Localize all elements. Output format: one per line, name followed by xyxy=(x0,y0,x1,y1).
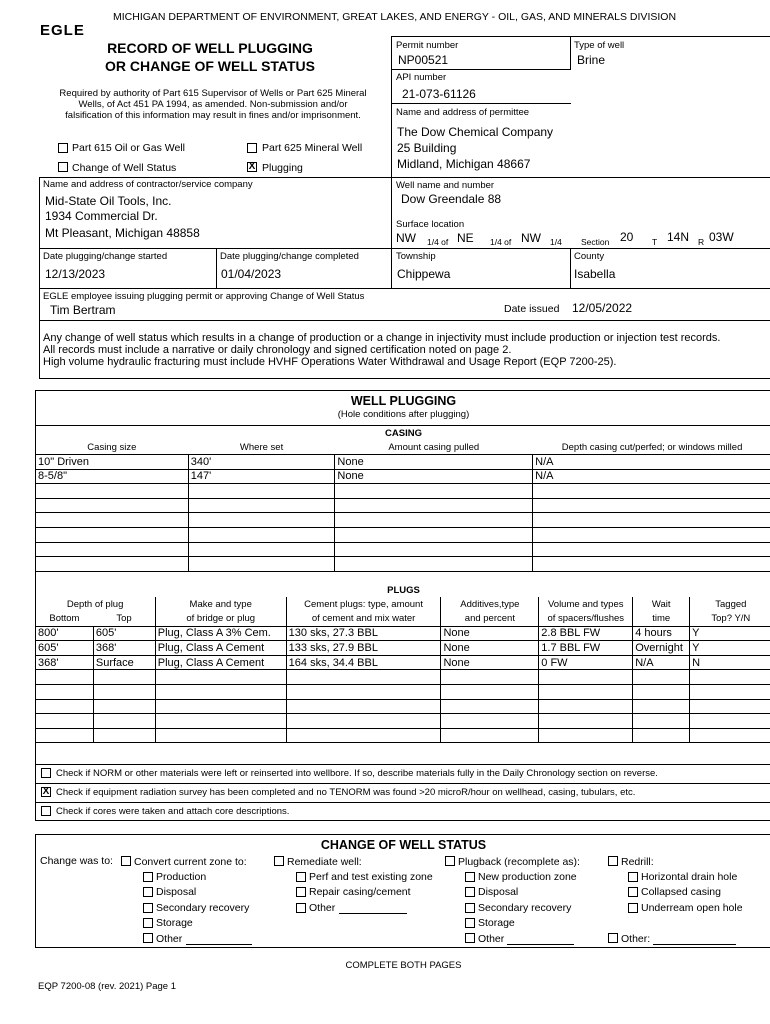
plug-header: of cement and mix water xyxy=(286,612,441,627)
remediate-repair-label: Repair casing/cement xyxy=(309,886,411,898)
redrill-other-label: Other: xyxy=(621,933,651,945)
casing-cell[interactable] xyxy=(188,542,335,557)
part625-checkbox[interactable] xyxy=(247,143,257,153)
part615-checkbox[interactable] xyxy=(58,143,68,153)
plugging-label: Plugging xyxy=(262,162,303,174)
part625-label: Part 625 Mineral Well xyxy=(262,142,363,154)
plug-cell[interactable] xyxy=(36,714,94,729)
county-field[interactable]: Isabella xyxy=(574,267,616,281)
table-row xyxy=(36,557,770,572)
casing-cell[interactable] xyxy=(335,542,533,557)
redrill-label: Redrill: xyxy=(621,856,654,868)
casing-cell[interactable]: N/A xyxy=(533,455,770,470)
casing-cell[interactable] xyxy=(36,528,189,543)
casing-cell[interactable] xyxy=(335,484,533,499)
plug-cell[interactable] xyxy=(155,699,286,714)
egle-logo: EGLE xyxy=(40,22,85,39)
plug-cell[interactable]: Plug, Class A 3% Cem. xyxy=(155,626,286,641)
remediate-other-checkbox[interactable] xyxy=(296,903,306,913)
plugback-label: Plugback (recomplete as): xyxy=(458,856,580,868)
plugs-table xyxy=(35,597,770,743)
plug-cell[interactable] xyxy=(441,714,539,729)
api-number-field[interactable]: 21-073-61126 xyxy=(402,87,476,101)
plug-cell[interactable]: N xyxy=(690,655,770,670)
plug-cell[interactable] xyxy=(539,714,633,729)
date-issued-field[interactable]: 12/05/2022 xyxy=(572,301,633,315)
plug-header: Make and type xyxy=(155,597,286,612)
plug-header: Additives,type xyxy=(441,597,539,612)
contractor-line2[interactable]: 1934 Commercial Dr. xyxy=(45,209,158,223)
plugback-disposal-label: Disposal xyxy=(478,886,519,898)
plug-cell[interactable] xyxy=(36,728,94,743)
plug-cell[interactable] xyxy=(539,699,633,714)
date-completed-label: Date plugging/change completed xyxy=(220,251,359,262)
plug-cell[interactable] xyxy=(539,685,633,700)
plug-cell[interactable]: Y xyxy=(690,626,770,641)
casing-header: Casing size xyxy=(87,441,137,453)
convert-production-checkbox[interactable] xyxy=(143,872,153,882)
casing-cell[interactable] xyxy=(533,484,770,499)
convert-storage-label: Storage xyxy=(156,917,193,929)
casing-cell[interactable] xyxy=(188,498,335,513)
date-started-label: Date plugging/change started xyxy=(43,251,168,262)
plugback-secondary-label: Secondary recovery xyxy=(478,902,572,914)
form-title-line1: RECORD OF WELL PLUGGING xyxy=(107,40,313,56)
table-row xyxy=(36,484,770,499)
casing-cell[interactable]: None xyxy=(335,455,533,470)
authority-line2: Wells, of Act 451 PA 1994, as amended. Non-submission and/or xyxy=(78,99,348,110)
table-row xyxy=(36,498,770,513)
radiation-label: Check if equipment radiation survey has been completed and no TENORM was found >20 microR/hour on wellhead, casing, tubulars, etc. xyxy=(56,787,636,798)
plug-cell[interactable]: 1.7 BBL FW xyxy=(539,641,633,656)
plug-header: Volume and types xyxy=(539,597,633,612)
api-number-label: API number xyxy=(396,72,447,83)
plug-cell[interactable] xyxy=(286,728,441,743)
plug-cell[interactable] xyxy=(36,699,94,714)
permittee-line1[interactable]: The Dow Chemical Company xyxy=(397,125,554,139)
plugs-header-row-top xyxy=(36,597,770,612)
casing-cell[interactable] xyxy=(533,513,770,528)
cores-checkbox[interactable] xyxy=(41,806,51,816)
plugs-title: PLUGS xyxy=(387,585,420,596)
note-line2: All records must include a narrative or daily chronology and signed certification noted on page 2. xyxy=(43,344,512,356)
casing-cell[interactable] xyxy=(36,513,189,528)
township-field[interactable]: Chippewa xyxy=(397,267,451,281)
plugback-storage-checkbox[interactable] xyxy=(465,918,475,928)
remediate-perf-label: Perf and test existing zone xyxy=(309,871,433,883)
redrill-collapsed-label: Collapsed casing xyxy=(641,886,721,898)
loc-q3[interactable]: NW xyxy=(521,231,541,245)
contractor-label: Name and address of contractor/service company xyxy=(43,179,253,190)
permit-number-label: Permit number xyxy=(396,40,459,51)
casing-cell[interactable] xyxy=(188,513,335,528)
date-issued-label: Date issued xyxy=(504,303,560,315)
convert-storage-checkbox[interactable] xyxy=(143,918,153,928)
plug-cell[interactable] xyxy=(93,685,155,700)
table-row xyxy=(36,728,770,743)
convert-disposal-checkbox[interactable] xyxy=(143,887,153,897)
casing-cell[interactable]: 147' xyxy=(188,469,335,484)
plug-cell[interactable]: 605' xyxy=(93,626,155,641)
casing-cell[interactable] xyxy=(335,528,533,543)
plug-cell[interactable] xyxy=(93,728,155,743)
section-field[interactable]: 20 xyxy=(620,230,634,244)
norm-label: Check if NORM or other materials were left or reinserted into wellbore. If so, describe materials fully in the Daily Chronology section on reverse. xyxy=(56,768,658,779)
plug-cell[interactable] xyxy=(441,670,539,685)
county-label: County xyxy=(574,251,605,262)
township-label: Township xyxy=(396,251,436,262)
plug-cell[interactable]: Surface xyxy=(93,655,155,670)
plug-header: time xyxy=(633,612,690,627)
plug-cell[interactable] xyxy=(690,728,770,743)
plugback-disposal-checkbox[interactable] xyxy=(465,887,475,897)
plug-cell[interactable]: 0 FW xyxy=(539,655,633,670)
plugs-header-row-bottom xyxy=(36,612,770,627)
authority-line3: falsification of this information may result in fines and/or imprisonment. xyxy=(65,110,361,121)
loc-of1: 1/4 of xyxy=(427,237,449,247)
table-row xyxy=(36,626,770,641)
convert-checkbox[interactable] xyxy=(121,856,131,866)
plug-cell[interactable] xyxy=(690,714,770,729)
casing-cell[interactable]: 340' xyxy=(188,455,335,470)
casing-cell[interactable]: None xyxy=(335,469,533,484)
plug-cell[interactable] xyxy=(93,714,155,729)
plug-cell[interactable]: 368' xyxy=(36,655,94,670)
date-started-field[interactable]: 12/13/2023 xyxy=(45,267,106,281)
convert-label: Convert current zone to: xyxy=(134,856,247,868)
plug-cell[interactable] xyxy=(36,670,94,685)
table-row xyxy=(36,699,770,714)
range-field[interactable]: 03W xyxy=(709,230,734,244)
plug-header: of bridge or plug xyxy=(155,612,286,627)
casing-title: CASING xyxy=(385,428,422,439)
norm-checkbox[interactable] xyxy=(41,768,51,778)
loc-q4: 1/4 xyxy=(550,237,562,247)
complete-both-pages: COMPLETE BOTH PAGES xyxy=(345,960,462,971)
plug-cell[interactable]: 2.8 BBL FW xyxy=(539,626,633,641)
township-number-field[interactable]: 14N xyxy=(667,230,690,244)
plug-cell[interactable] xyxy=(690,699,770,714)
plug-cell[interactable]: None xyxy=(441,655,539,670)
plug-cell[interactable] xyxy=(155,685,286,700)
convert-secondary-label: Secondary recovery xyxy=(156,902,250,914)
casing-cell[interactable] xyxy=(188,528,335,543)
casing-cell[interactable] xyxy=(335,557,533,572)
department-name: MICHIGAN DEPARTMENT OF ENVIRONMENT, GREAT LAKES, AND ENERGY - OIL, GAS, AND MINERALS DIVISION xyxy=(113,11,677,23)
change-status-label: Change of Well Status xyxy=(72,162,177,174)
plug-cell[interactable]: None xyxy=(441,641,539,656)
authority-line1: Required by authority of Part 615 Supervisor of Wells or Part 625 Mineral xyxy=(59,88,367,99)
redrill-underream-label: Underream open hole xyxy=(641,902,743,914)
form-id: EQP 7200-08 (rev. 2021) Page 1 xyxy=(38,981,177,992)
table-row xyxy=(36,513,770,528)
casing-cell[interactable] xyxy=(36,542,189,557)
plug-cell[interactable] xyxy=(93,699,155,714)
table-row xyxy=(36,655,770,670)
redrill-underream-checkbox[interactable] xyxy=(628,903,638,913)
loc-q1[interactable]: NW xyxy=(396,231,416,245)
type-of-well-label: Type of well xyxy=(574,40,625,51)
change-status-title: CHANGE OF WELL STATUS xyxy=(320,838,487,852)
radiation-checkbox[interactable]: X xyxy=(42,786,50,797)
casing-cell[interactable]: N/A xyxy=(533,469,770,484)
plug-header: Depth of plug xyxy=(66,598,124,610)
convert-disposal-label: Disposal xyxy=(156,886,197,898)
plug-header: of spacers/flushes xyxy=(539,612,633,627)
table-row xyxy=(36,542,770,557)
plug-cell[interactable]: 605' xyxy=(36,641,94,656)
loc-q2[interactable]: NE xyxy=(457,231,474,245)
plug-cell[interactable] xyxy=(633,685,690,700)
plugging-checkbox[interactable]: X xyxy=(248,161,256,172)
contractor-line1[interactable]: Mid-State Oil Tools, Inc. xyxy=(45,194,172,208)
plug-cell[interactable] xyxy=(155,728,286,743)
table-row xyxy=(36,685,770,700)
casing-cell[interactable] xyxy=(36,498,189,513)
type-of-well-field[interactable]: Brine xyxy=(577,53,606,67)
employee-label: EGLE employee issuing plugging permit or approving Change of Well Status xyxy=(43,291,365,302)
table-row xyxy=(36,469,770,484)
plug-cell[interactable] xyxy=(690,670,770,685)
convert-other-label: Other xyxy=(156,933,183,945)
well-plugging-title: WELL PLUGGING xyxy=(350,394,457,408)
employee-field[interactable]: Tim Bertram xyxy=(50,303,116,317)
convert-production-label: Production xyxy=(156,871,207,883)
remediate-repair-checkbox[interactable] xyxy=(296,887,306,897)
plug-cell[interactable] xyxy=(441,728,539,743)
well-plugging-subtitle: (Hole conditions after plugging) xyxy=(337,409,470,420)
cores-label: Check if cores were taken and attach core descriptions. xyxy=(56,806,290,817)
plug-header: Cement plugs: type, amount xyxy=(286,597,441,612)
plugback-checkbox[interactable] xyxy=(445,856,455,866)
casing-cell[interactable]: 10" Driven xyxy=(36,455,189,470)
convert-secondary-checkbox[interactable] xyxy=(143,903,153,913)
casing-cell[interactable] xyxy=(188,484,335,499)
plugback-secondary-checkbox[interactable] xyxy=(465,903,475,913)
plug-header: and percent xyxy=(441,612,539,627)
r-label: R xyxy=(698,237,705,247)
casing-header-row xyxy=(36,440,770,455)
permittee-line2[interactable]: 25 Building xyxy=(397,141,457,155)
plug-cell[interactable]: 800' xyxy=(36,626,94,641)
casing-header: Where set xyxy=(239,441,284,453)
casing-cell[interactable] xyxy=(36,557,189,572)
casing-cell[interactable] xyxy=(188,557,335,572)
plug-cell[interactable] xyxy=(441,685,539,700)
permittee-label: Name and address of permittee xyxy=(396,107,530,118)
redrill-horizontal-label: Horizontal drain hole xyxy=(641,871,738,883)
plug-cell[interactable] xyxy=(690,685,770,700)
table-row xyxy=(36,641,770,656)
permittee-line3[interactable]: Midland, Michigan 48667 xyxy=(397,157,531,171)
plug-cell[interactable]: 130 sks, 27.3 BBL xyxy=(286,626,441,641)
casing-cell[interactable] xyxy=(335,498,533,513)
plug-cell[interactable] xyxy=(633,670,690,685)
plug-cell[interactable] xyxy=(633,699,690,714)
plugback-storage-label: Storage xyxy=(478,917,515,929)
casing-cell[interactable] xyxy=(533,542,770,557)
well-name-field[interactable]: Dow Greendale 88 xyxy=(401,192,502,206)
plug-cell[interactable] xyxy=(93,670,155,685)
plug-cell[interactable]: 133 sks, 27.9 BBL xyxy=(286,641,441,656)
section-label: Section xyxy=(581,237,610,247)
casing-cell[interactable] xyxy=(335,513,533,528)
plug-cell[interactable] xyxy=(286,670,441,685)
plug-cell[interactable] xyxy=(633,714,690,729)
surface-location-label: Surface location xyxy=(396,219,465,230)
remediate-perf-checkbox[interactable] xyxy=(296,872,306,882)
plug-cell[interactable]: N/A xyxy=(633,655,690,670)
contractor-line3[interactable]: Mt Pleasant, Michigan 48858 xyxy=(45,226,200,240)
well-name-label: Well name and number xyxy=(396,180,495,191)
change-status-checkbox[interactable] xyxy=(58,162,68,172)
casing-cell[interactable] xyxy=(533,557,770,572)
plug-cell[interactable] xyxy=(155,714,286,729)
plug-header: Tagged xyxy=(690,597,770,612)
plug-cell[interactable]: Plug, Class A Cement xyxy=(155,655,286,670)
plug-header: Bottom xyxy=(49,613,80,625)
plug-cell[interactable] xyxy=(286,699,441,714)
date-completed-field[interactable]: 01/04/2023 xyxy=(221,267,282,281)
loc-of2: 1/4 of xyxy=(490,237,512,247)
casing-header: Amount casing pulled xyxy=(388,441,480,453)
redrill-collapsed-checkbox[interactable] xyxy=(628,887,638,897)
form-title-line2: OR CHANGE OF WELL STATUS xyxy=(105,58,315,74)
redrill-checkbox[interactable] xyxy=(608,856,618,866)
change-was-to-label: Change was to: xyxy=(40,855,113,867)
plug-cell[interactable] xyxy=(286,685,441,700)
remediate-other-label: Other xyxy=(309,902,336,914)
plug-cell[interactable] xyxy=(441,699,539,714)
casing-table xyxy=(35,440,770,572)
casing-cell[interactable] xyxy=(533,528,770,543)
note-line1: Any change of well status which results in a change of production or a change in injectivity must include production or injection test records. xyxy=(43,332,721,344)
plugback-other-label: Other xyxy=(478,933,505,945)
plug-cell[interactable] xyxy=(155,670,286,685)
table-row xyxy=(36,670,770,685)
plug-cell[interactable] xyxy=(286,714,441,729)
redrill-other-checkbox[interactable] xyxy=(608,933,618,943)
plug-cell[interactable]: 4 hours xyxy=(633,626,690,641)
casing-cell[interactable] xyxy=(533,498,770,513)
plug-cell[interactable]: Plug, Class A Cement xyxy=(155,641,286,656)
plug-cell[interactable] xyxy=(539,670,633,685)
remediate-checkbox[interactable] xyxy=(274,856,284,866)
plug-cell[interactable] xyxy=(36,685,94,700)
table-row xyxy=(36,455,770,470)
plug-header: Wait xyxy=(633,597,690,612)
table-row xyxy=(36,528,770,543)
note-line3: High volume hydraulic fracturing must include HVHF Operations Water Withdrawal and Usage Report (EQP 7200-25). xyxy=(43,356,617,368)
plug-cell[interactable]: Y xyxy=(690,641,770,656)
plugback-new-production-checkbox[interactable] xyxy=(465,872,475,882)
plug-header: Top? Y/N xyxy=(690,612,770,627)
convert-other-checkbox[interactable] xyxy=(143,933,153,943)
plugback-other-checkbox[interactable] xyxy=(465,933,475,943)
plugback-new-production-label: New production zone xyxy=(478,871,577,883)
plug-cell[interactable] xyxy=(539,728,633,743)
plug-cell[interactable]: 368' xyxy=(93,641,155,656)
plug-cell[interactable] xyxy=(633,728,690,743)
table-row xyxy=(36,714,770,729)
remediate-label: Remediate well: xyxy=(287,856,362,868)
plug-header: Top xyxy=(116,613,132,625)
redrill-horizontal-checkbox[interactable] xyxy=(628,872,638,882)
casing-cell[interactable] xyxy=(36,484,189,499)
casing-header: Depth casing cut/perfed; or windows milled xyxy=(561,441,743,453)
plug-cell[interactable]: 164 sks, 34.4 BBL xyxy=(286,655,441,670)
part615-label: Part 615 Oil or Gas Well xyxy=(72,142,186,154)
t-label: T xyxy=(652,237,658,247)
permit-number-field[interactable]: NP00521 xyxy=(398,53,449,67)
casing-cell[interactable]: 8-5/8" xyxy=(36,469,189,484)
plug-cell[interactable]: None xyxy=(441,626,539,641)
plug-cell[interactable]: Overnight xyxy=(633,641,690,656)
